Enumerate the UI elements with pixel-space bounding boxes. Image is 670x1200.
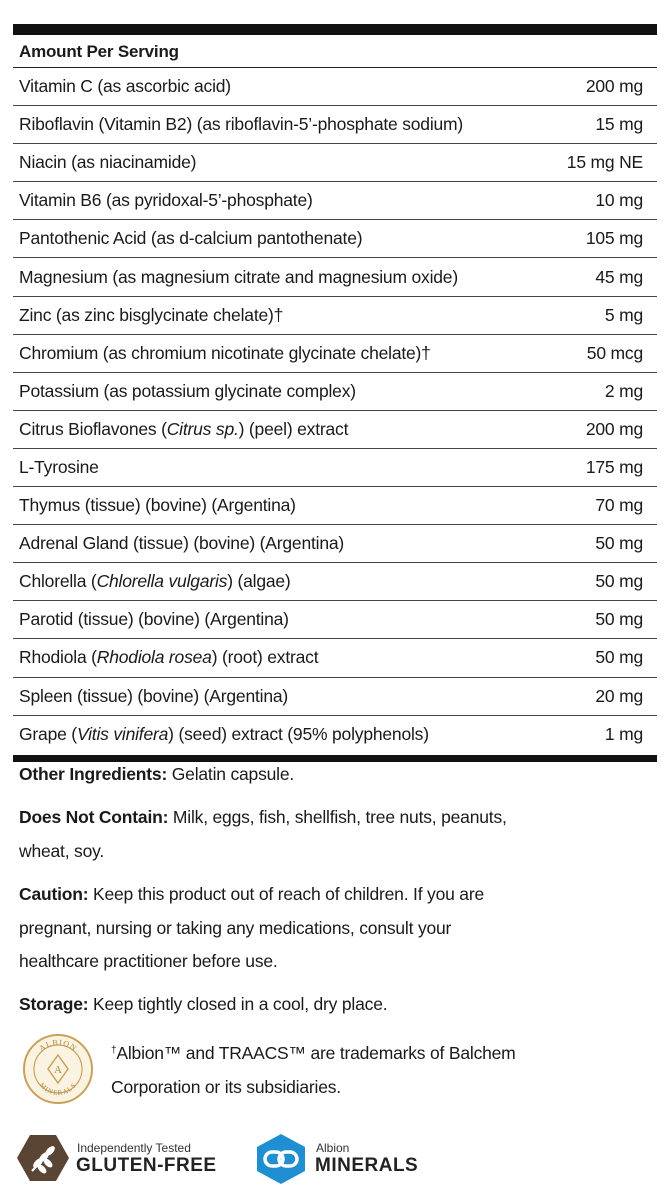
nutrient-name: Thymus (tissue) (bovine) (Argentina): [19, 495, 296, 516]
nutrient-name: Riboflavin (Vitamin B2) (as riboflavin-5’-phosphate sodium): [19, 114, 464, 135]
nutrient-row: [13, 182, 657, 220]
nutrient-amount: 5 mg: [604, 304, 643, 325]
nutrient-row: [13, 220, 657, 258]
nutrient-name: Vitamin C (as ascorbic acid): [19, 76, 231, 97]
nutrient-name: Vitamin B6 (as pyridoxal-5’-phosphate): [19, 190, 313, 211]
nutrient-name: Adrenal Gland (tissue) (bovine) (Argentina): [19, 533, 345, 554]
nutrient-row: [13, 144, 657, 182]
nutrient-row: [13, 563, 657, 601]
nutrient-amount: 50 mg: [595, 533, 643, 554]
caution-label: Caution:: [19, 884, 89, 904]
nutrient-row: [13, 487, 657, 525]
nutrient-amount: 175 mg: [585, 456, 643, 477]
caution-text: Keep this product out of reach of children. If you are pregnant, nursing or taking any medications, consult your healthcare practitioner before use.: [19, 884, 484, 971]
seal-bottom-text: MINERALS: [37, 1081, 79, 1098]
nutrient-name: Chlorella (Chlorella vulgaris) (algae): [19, 571, 291, 592]
nutrient-row: [13, 601, 657, 639]
albion-chain-icon: [254, 1133, 308, 1185]
nutrient-amount: 15 mg: [595, 114, 643, 135]
dagger-mark: †: [111, 1045, 117, 1056]
seal-top-text: ALBION: [37, 1037, 79, 1054]
amount-per-serving-header: Amount Per Serving: [13, 35, 657, 68]
nutrient-amount: 105 mg: [585, 228, 643, 249]
nutrient-row: [13, 297, 657, 335]
trademark-note-text: Albion™ and TRAACS™ are trademarks of Balchem Corporation or its subsidiaries.: [111, 1043, 516, 1097]
nutrient-row: [13, 525, 657, 563]
nutrient-rows: [13, 68, 657, 754]
storage: [19, 988, 629, 1022]
nutrient-amount: 200 mg: [585, 418, 643, 439]
trademark-note: [111, 1034, 551, 1104]
nutrient-row: [13, 335, 657, 373]
nutrient-row: [13, 639, 657, 677]
gf-small-text: Independently Tested: [77, 1141, 191, 1155]
gluten-free-badge: [16, 1133, 236, 1183]
storage-text: Keep tightly closed in a cool, dry place.: [88, 994, 388, 1014]
other-ingredients-label: Other Ingredients:: [19, 764, 168, 784]
other-ingredients-text: Gelatin capsule.: [167, 764, 295, 784]
nutrient-row: [13, 449, 657, 487]
seal-center-letter: A: [54, 1064, 62, 1076]
nutrient-name: Niacin (as niacinamide): [19, 152, 197, 173]
nutrient-amount: 50 mg: [595, 609, 643, 630]
nutrient-amount: 70 mg: [595, 495, 643, 516]
nutrient-amount: 50 mg: [595, 571, 643, 592]
nutrient-name: Potassium (as potassium glycinate complex): [19, 380, 356, 401]
nutrient-amount: 1 mg: [604, 724, 643, 745]
nutrient-amount: 50 mcg: [586, 342, 643, 363]
nutrient-amount: 50 mg: [595, 647, 643, 668]
nutrient-amount: 15 mg NE: [566, 152, 643, 173]
nutrient-name: Grape (Vitis vinifera) (seed) extract (95% polyphenols): [19, 724, 429, 745]
nutrient-name: L-Tyrosine: [19, 456, 99, 477]
albion-big-text: MINERALS: [315, 1155, 419, 1176]
gf-big-text: GLUTEN-FREE: [76, 1155, 217, 1176]
nutrient-row: [13, 106, 657, 144]
nutrient-amount: 200 mg: [585, 76, 643, 97]
nutrient-amount: 20 mg: [595, 685, 643, 706]
other-ingredients: [19, 758, 629, 792]
nutrient-name: Parotid (tissue) (bovine) (Argentina): [19, 609, 289, 630]
nutrient-amount: 45 mg: [595, 266, 643, 287]
nutrient-amount: 10 mg: [595, 190, 643, 211]
nutrient-row: [13, 411, 657, 449]
nutrient-row: [13, 716, 657, 754]
does-not-contain-label: Does Not Contain:: [19, 807, 169, 827]
nutrient-name: Citrus Bioflavones (Citrus sp.) (peel) extract: [19, 418, 349, 439]
nutrient-amount: 2 mg: [604, 380, 643, 401]
albion-seal-icon: [22, 1033, 94, 1105]
nutrient-row: [13, 258, 657, 296]
wheat-icon: [16, 1133, 70, 1183]
caution: [19, 878, 519, 979]
nutrient-name: Spleen (tissue) (bovine) (Argentina): [19, 685, 289, 706]
nutrient-name: Pantothenic Acid (as d-calcium pantothenate): [19, 228, 363, 249]
nutrient-row: [13, 373, 657, 411]
nutrient-row: [13, 68, 657, 106]
nutrient-name: Rhodiola (Rhodiola rosea) (root) extract: [19, 647, 319, 668]
nutrient-row: [13, 678, 657, 716]
albion-minerals-badge: [254, 1133, 454, 1183]
does-not-contain: [19, 801, 539, 868]
supplement-facts-panel: [13, 24, 657, 762]
does-not-contain-text: Milk, eggs, fish, shellfish, tree nuts, peanuts, wheat, soy.: [19, 807, 507, 861]
nutrient-name: Magnesium (as magnesium citrate and magnesium oxide): [19, 266, 458, 287]
nutrient-name: Zinc (as zinc bisglycinate chelate)†: [19, 304, 284, 325]
storage-label: Storage:: [19, 994, 89, 1014]
albion-small-text: Albion: [316, 1141, 350, 1155]
top-rule: [13, 24, 657, 35]
nutrient-name: Chromium (as chromium nicotinate glycinate chelate)†: [19, 342, 431, 363]
